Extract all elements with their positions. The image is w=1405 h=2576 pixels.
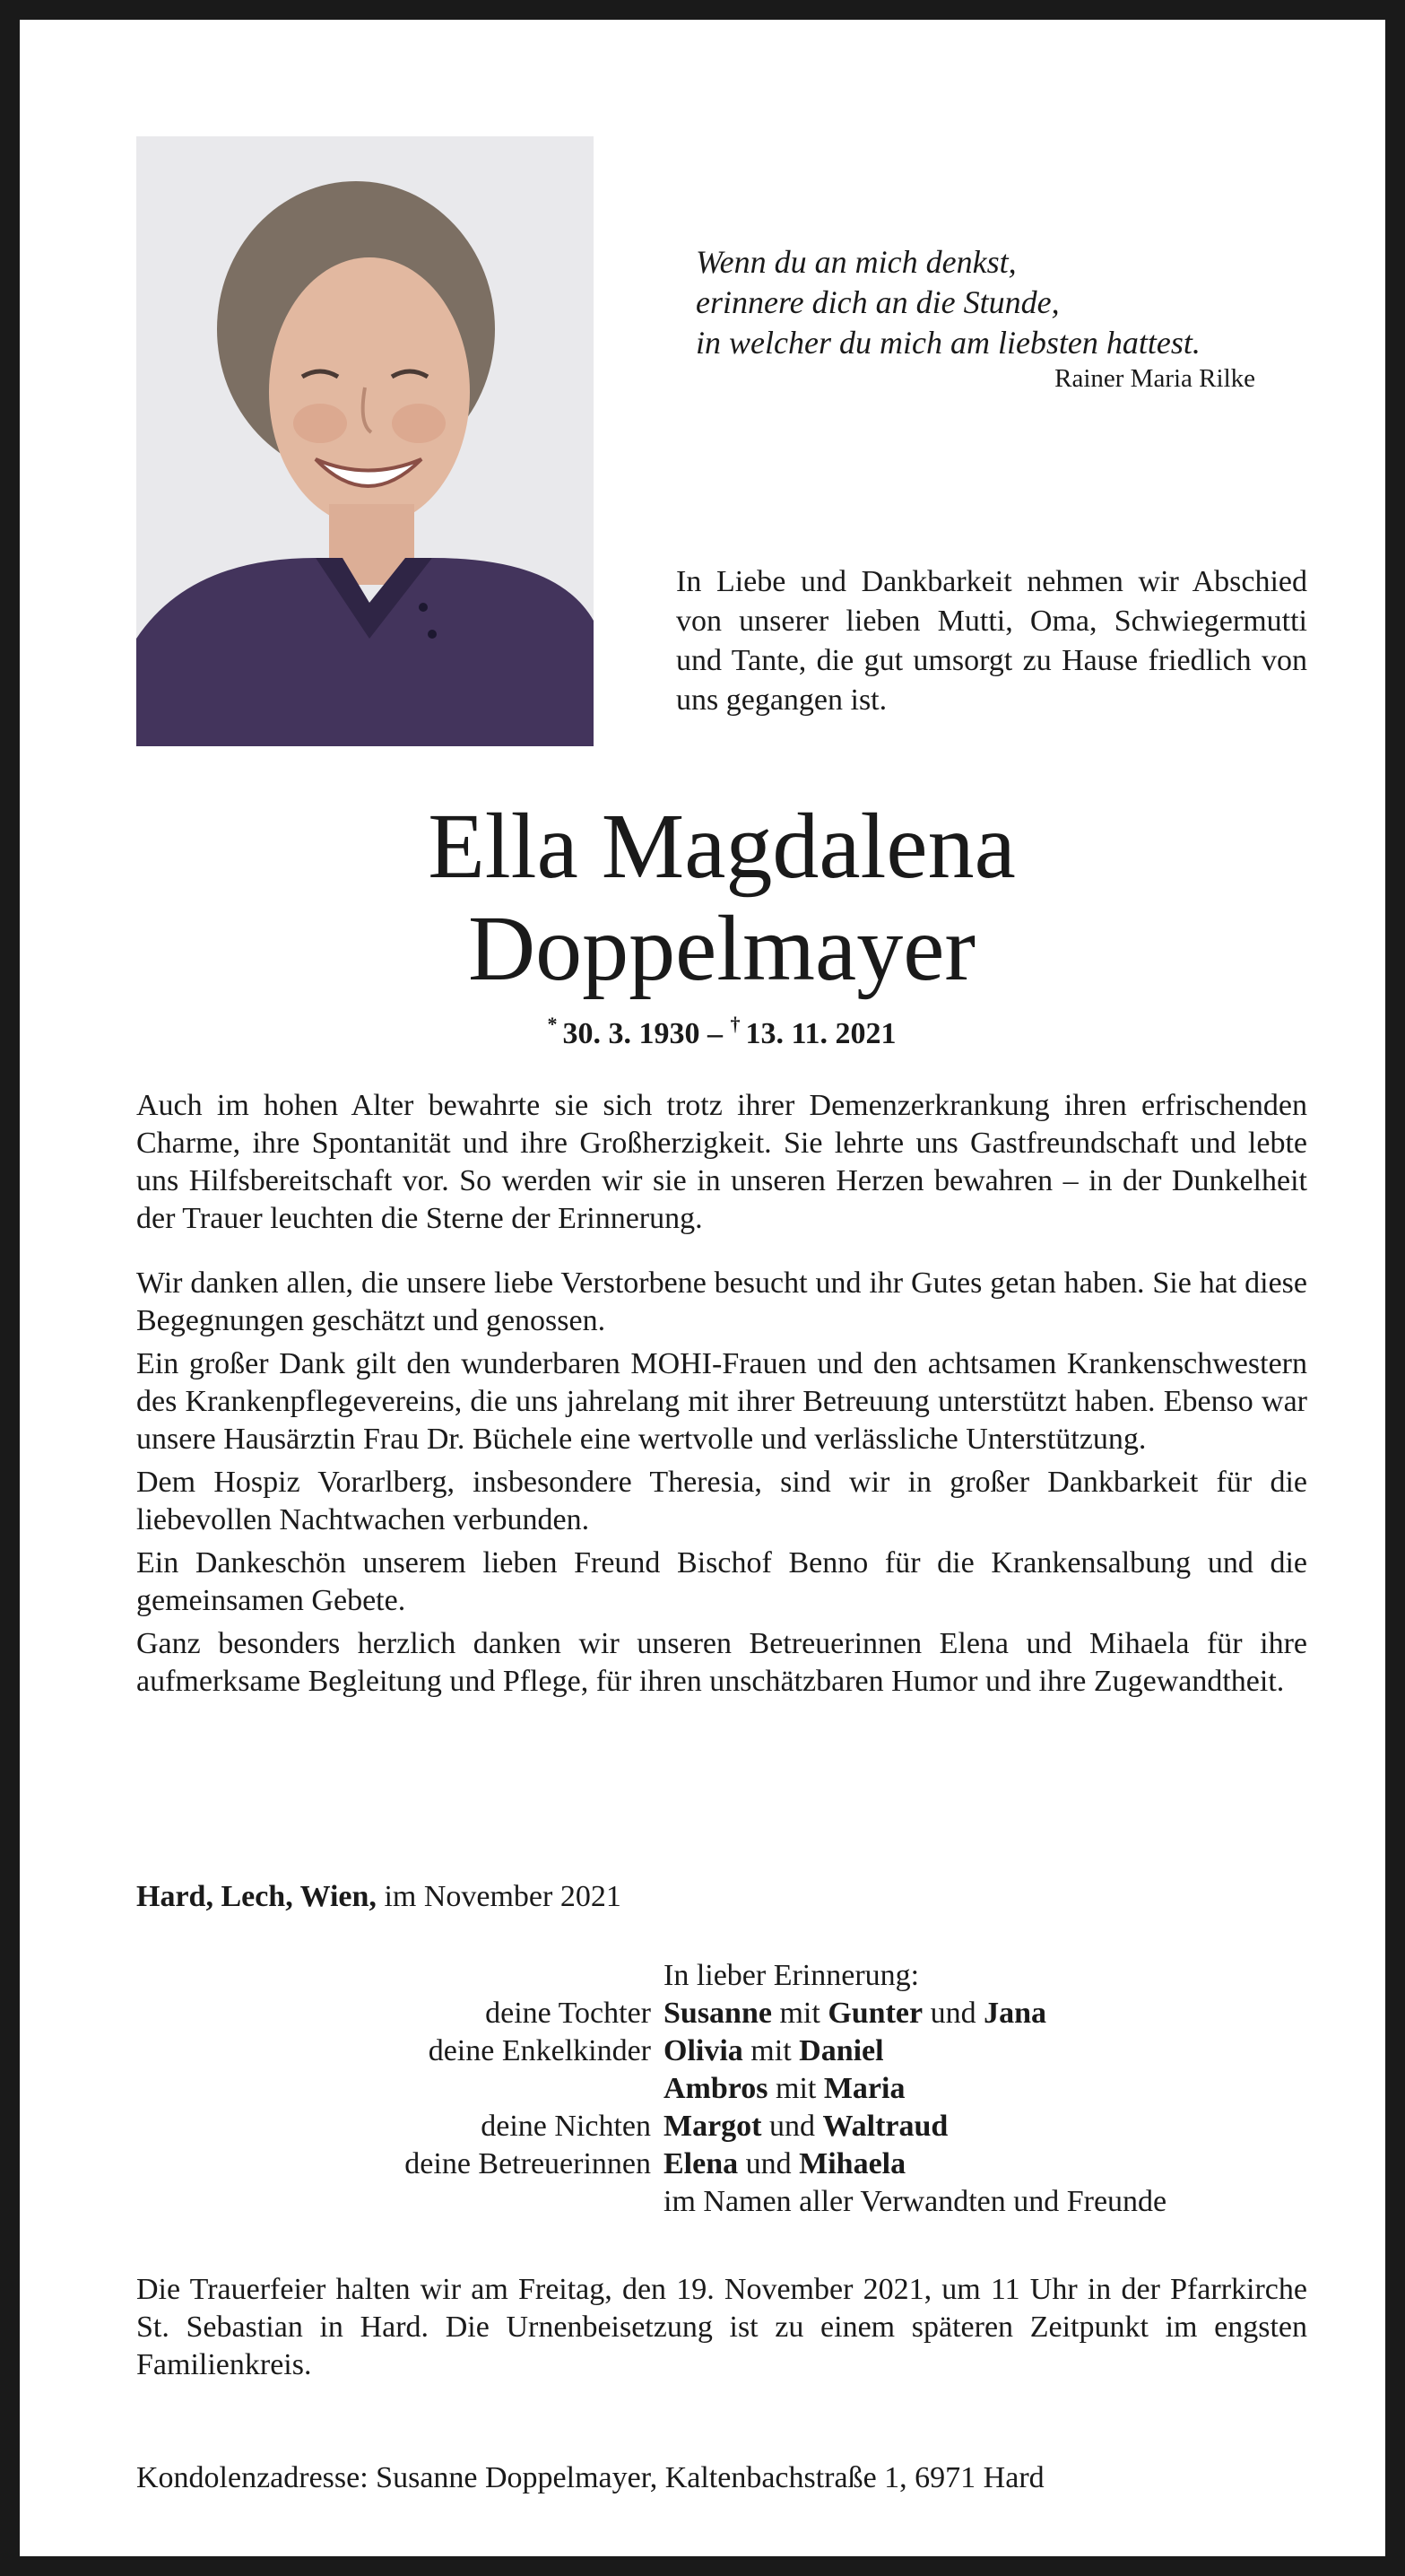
mourner-name: Susanne — [663, 1997, 772, 2030]
mourner-names — [663, 2108, 1307, 2145]
mourner-name: Margot — [663, 2110, 762, 2143]
mourners-list — [136, 1957, 1307, 2221]
mourner-names — [663, 2070, 1307, 2108]
mourner-names — [663, 2032, 1307, 2070]
place-month: im November 2021 — [384, 1880, 621, 1913]
mourner-name: Maria — [823, 2072, 906, 2105]
mourner-names — [663, 2183, 1307, 2221]
mourner-row — [136, 2145, 1307, 2183]
place-names: Hard, Lech, Wien, — [136, 1880, 377, 1913]
deceased-name — [136, 796, 1307, 1000]
mourner-connector: und — [923, 1997, 984, 2030]
place-date — [136, 1880, 621, 1914]
quote — [696, 242, 1270, 363]
birth-date: 30. 3. 1930 — [562, 1017, 700, 1050]
paragraph: Wir danken allen, die unsere liebe Verstorbene besucht und ihr Gutes getan haben. Sie hat diese Begegnungen geschätzt und genossen. — [136, 1266, 1307, 1337]
mourner-name: Olivia — [663, 2034, 743, 2067]
mourner-row — [136, 2108, 1307, 2145]
intro-text: In Liebe und Dankbarkeit nehmen wir Abschied von unserer lieben Mutti, Oma, Schwiegermutti und Tante, die gut umsorgt zu Hause friedlich von uns gegangen ist. — [676, 565, 1307, 717]
mourner-row — [136, 2070, 1307, 2108]
mourner-names — [663, 2145, 1307, 2183]
life-dates — [136, 1013, 1307, 1051]
mourner-connector: mit — [742, 2034, 800, 2067]
body-text — [136, 1087, 1307, 1706]
mourner-name: Daniel — [799, 2034, 884, 2067]
ceremony-text: Die Trauerfeier halten wir am Freitag, den 19. November 2021, um 11 Uhr in der Pfarrkirche St. Sebastian in Hard. Die Urnenbeisetzung ist zu einem späteren Zeitpunkt im engsten Familienkreis. — [136, 2273, 1307, 2381]
mourner-relation: deine Tochter — [485, 1997, 651, 2030]
mourner-row — [136, 2183, 1307, 2221]
birth-symbol: * — [547, 1013, 558, 1035]
paragraph: Dem Hospiz Vorarlberg, insbesondere Theresia, sind wir in großer Dankbarkeit für die liebevollen Nachtwachen verbunden. — [136, 1466, 1307, 1536]
mourner-connector: und — [761, 2110, 823, 2143]
mourner-name: Elena — [663, 2147, 739, 2180]
paragraph: Ganz besonders herzlich danken wir unseren Betreuerinnen Elena und Mihaela für ihre aufmerksame Begleitung und Pflege, für ihren unschätzbaren Humor und ihre Zugewandtheit. — [136, 1627, 1307, 1698]
name-line-2: Doppelmayer — [467, 897, 976, 1000]
mourner-relation — [136, 2183, 663, 2221]
death-symbol: † — [730, 1013, 741, 1035]
date-separator: – — [707, 1017, 723, 1050]
mourner-name: Ambros — [663, 2072, 768, 2105]
mourner-connector: mit — [768, 2072, 824, 2105]
quote-author: Rainer Maria Rilke — [1054, 364, 1255, 393]
mourner-name: Waltraud — [822, 2110, 949, 2143]
mourner-relation: deine Nichten — [481, 2110, 651, 2143]
mourner-name: Mihaela — [799, 2147, 906, 2180]
quote-line: erinnere dich an die Stunde, — [696, 284, 1060, 320]
quote-line: Wenn du an mich denkst, — [696, 244, 1017, 280]
mourner-row — [136, 2032, 1307, 2070]
mourner-name: Gunter — [828, 1997, 924, 2030]
name-line-1: Ella Magdalena — [428, 795, 1016, 898]
condolence-address: Kondolenzadresse: Susanne Doppelmayer, Kaltenbachstraße 1, 6971 Hard — [136, 2461, 1045, 2494]
portrait-image — [136, 136, 594, 746]
quote-line: in welcher du mich am liebsten hattest. — [696, 325, 1201, 361]
mourner-names — [663, 1995, 1307, 2032]
mourner-connector: und — [738, 2147, 800, 2180]
mourner-relation: deine Enkelkinder — [428, 2034, 651, 2067]
paragraph: Ein großer Dank gilt den wunderbaren MOHI-Frauen und den achtsamen Krankenschwestern des Krankenpflegevereins, die uns jahrelang mit ihrer Betreuung unterstützt haben. Ebenso war unsere Hausärztin Frau Dr. Büchele eine wertvolle und verlässliche Unterstützung. — [136, 1347, 1307, 1456]
mourner-relation — [136, 2070, 663, 2108]
paragraph: Auch im hohen Alter bewahrte sie sich trotz ihrer Demenzerkrankung ihren erfrischenden Charme, ihre Spontanität und ihre Großherzigkeit. Sie lehrte uns Gastfreundschaft und lebte uns Hilfsbereitschaft vor. So werden wir sie in unseren Herzen bewahren – in der Dunkelheit der Trauer leuchten die Sterne der Erinnerung. — [136, 1089, 1307, 1235]
portrait-photo — [136, 136, 594, 746]
death-date: 13. 11. 2021 — [745, 1017, 897, 1050]
mourners-heading-row — [136, 1957, 1307, 1995]
paragraph: Ein Dankeschön unserem lieben Freund Bischof Benno für die Krankensalbung und die gemeinsamen Gebete. — [136, 1546, 1307, 1617]
mourners-heading: In lieber Erinnerung: — [663, 1959, 920, 1992]
mourner-row — [136, 1995, 1307, 2032]
mourner-name: Jana — [984, 1997, 1047, 2030]
mourner-connector: im Namen aller Verwandten und Freunde — [663, 2185, 1167, 2218]
mourner-connector: mit — [771, 1997, 828, 2030]
mourner-relation: deine Betreuerinnen — [404, 2147, 651, 2180]
